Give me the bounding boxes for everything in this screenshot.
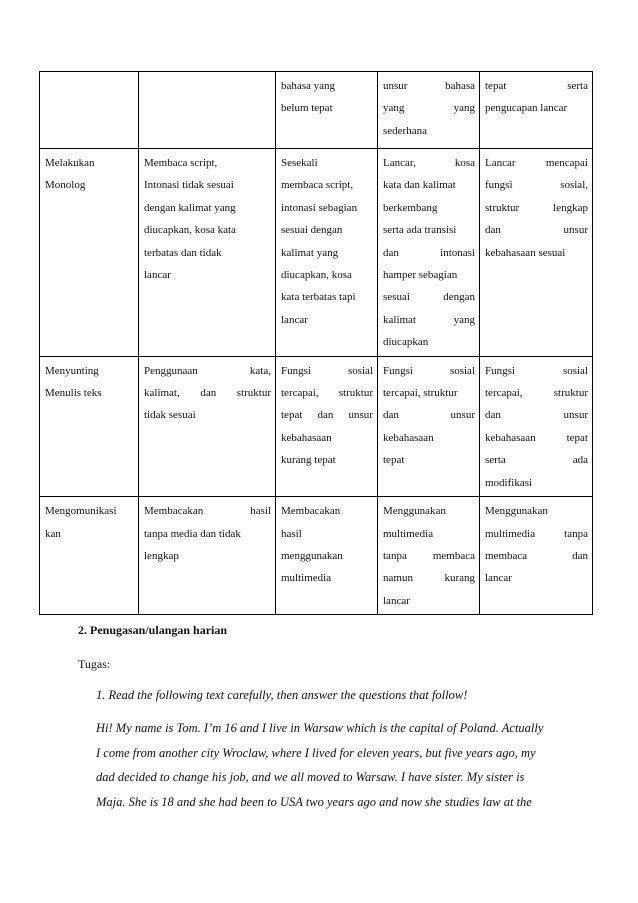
cell-text: membaca script,: [281, 179, 354, 192]
cell-text: diucapkan, kosa: [281, 269, 352, 282]
cell-line: [144, 197, 271, 219]
rubric-cell: [480, 149, 593, 357]
cell-line: [485, 523, 588, 545]
cell-text: sosial: [449, 364, 475, 377]
cell-line: [485, 427, 588, 449]
cell-line: [383, 309, 475, 331]
cell-text: sederhana: [383, 124, 427, 137]
rubric-cell: [378, 72, 480, 149]
rubric-cell: [378, 497, 480, 615]
cell-text: fungsi: [485, 179, 513, 192]
cell-text: sosial: [562, 364, 588, 377]
cell-line: [281, 152, 373, 174]
cell-text: diucapkan, kosa kata: [144, 224, 236, 237]
cell-text: Sesekali: [281, 157, 318, 169]
cell-text: serta: [485, 454, 506, 467]
cell-line: [281, 567, 373, 589]
cell-text: kalimat: [383, 313, 416, 326]
cell-text: tanpa: [564, 527, 588, 540]
cell-text: lancar: [485, 572, 512, 585]
cell-text: struktur: [553, 387, 588, 400]
cell-text: yang: [453, 313, 475, 326]
cell-text: struktur: [236, 387, 271, 400]
cell-line: [281, 242, 373, 264]
cell-line: [144, 174, 271, 196]
passage-line: Hi! My name is Tom. I’m 16 and I live in Warsaw which is the capital of Poland. Actually: [96, 721, 544, 735]
cell-text: tanpa media dan tidak: [144, 527, 241, 540]
cell-text: Melakukan: [45, 157, 95, 169]
cell-text: membaca: [485, 549, 528, 562]
cell-line: [281, 197, 373, 219]
cell-line: [281, 75, 373, 97]
reading-instruction: 1. Read the following text carefully, then answer the questions that follow!: [96, 688, 468, 702]
cell-line: [383, 242, 475, 264]
cell-text: unsur: [348, 409, 373, 422]
rubric-cell: [276, 356, 378, 496]
cell-line: [383, 219, 475, 241]
rubric-cell: [276, 497, 378, 615]
cell-line: [281, 449, 373, 471]
cell-line: [485, 152, 588, 174]
cell-line: [144, 242, 271, 264]
cell-text: kurang tepat: [281, 454, 336, 467]
cell-text: lancar: [144, 269, 171, 282]
cell-line: [281, 97, 373, 119]
cell-line: [144, 152, 271, 174]
rubric-cell: [139, 149, 276, 357]
cell-line: [485, 472, 588, 494]
cell-line: [144, 382, 271, 404]
cell-line: [485, 242, 588, 264]
cell-line: [485, 500, 588, 522]
cell-line: [383, 523, 475, 545]
cell-text: dan: [485, 224, 501, 237]
cell-text: lancar: [281, 313, 308, 326]
cell-line: [383, 404, 475, 426]
cell-line: [485, 97, 588, 119]
cell-text: struktur: [338, 387, 373, 400]
cell-text: intonasi: [440, 246, 475, 259]
cell-line: [383, 500, 475, 522]
rubric-cell: [40, 72, 139, 149]
cell-text: kan: [45, 527, 61, 540]
cell-text: hasil: [250, 505, 271, 518]
cell-text: serta: [567, 80, 588, 92]
cell-text: dan: [383, 246, 399, 259]
cell-text: dan: [317, 409, 334, 422]
cell-line: [45, 360, 134, 382]
cell-line: [485, 174, 588, 196]
cell-line: [281, 219, 373, 241]
cell-text: multimedia: [281, 572, 332, 585]
cell-text: Menggunakan: [383, 505, 446, 518]
cell-text: modifikasi: [485, 476, 533, 489]
cell-line: [383, 545, 475, 567]
cell-text: diucapkan: [383, 336, 429, 349]
cell-line: [383, 75, 475, 97]
cell-line: [45, 174, 134, 196]
rubric-cell: [480, 356, 593, 496]
cell-line: [144, 360, 271, 382]
cell-text: kalimat yang: [281, 246, 339, 259]
cell-text: hasil: [281, 527, 302, 540]
cell-text: sosial,: [560, 179, 588, 192]
cell-text: dan: [485, 409, 501, 422]
cell-line: [281, 309, 373, 331]
cell-line: [144, 523, 271, 545]
cell-text: kebahasaan sesuai: [485, 246, 566, 259]
cell-text: tepat: [383, 454, 405, 467]
cell-text: Fungsi: [485, 364, 515, 377]
cell-text: unsur: [563, 409, 588, 422]
cell-text: tercapai,: [281, 387, 319, 400]
cell-text: terbatas dan tidak: [144, 246, 222, 259]
rubric-row: [40, 72, 593, 149]
cell-text: dengan kalimat yang: [144, 201, 236, 214]
cell-text: sosial: [347, 364, 373, 377]
cell-line: [383, 382, 475, 404]
cell-line: [383, 286, 475, 308]
cell-line: [485, 382, 588, 404]
cell-line: [281, 382, 373, 404]
cell-text: serta ada transisi: [383, 224, 457, 237]
cell-line: [281, 500, 373, 522]
cell-text: kosa: [454, 157, 475, 169]
cell-line: [383, 197, 475, 219]
cell-text: Intonasi tidak sesuai: [144, 179, 234, 192]
cell-text: Menulis teks: [45, 387, 102, 400]
cell-text: membaca: [432, 549, 475, 562]
cell-line: [144, 219, 271, 241]
cell-text: lengkap: [553, 201, 588, 214]
cell-line: [485, 197, 588, 219]
cell-text: namun: [383, 572, 413, 585]
cell-text: mencapai: [545, 157, 588, 169]
cell-text: Membacakan: [144, 505, 204, 518]
rubric-cell: [139, 497, 276, 615]
cell-text: multimedia: [485, 527, 536, 540]
cell-line: [281, 523, 373, 545]
rubric-cell: [139, 72, 276, 149]
cell-text: Fungsi: [281, 364, 311, 377]
cell-line: [383, 331, 475, 353]
cell-text: menggunakan: [281, 549, 343, 562]
cell-line: [281, 174, 373, 196]
cell-line: [144, 545, 271, 567]
cell-text: tercapai,: [485, 387, 523, 400]
cell-text: kata terbatas tapi: [281, 291, 356, 304]
cell-line: [144, 404, 271, 426]
cell-text: intonasi sebagian: [281, 201, 358, 214]
cell-text: ada: [572, 454, 588, 467]
cell-text: unsur: [383, 80, 408, 92]
cell-text: dan: [383, 409, 399, 422]
cell-text: kebahasaan: [281, 431, 332, 444]
cell-text: kata dan kalimat: [383, 179, 456, 192]
passage-line: Maja. She is 18 and she had been to USA two years ago and now she studies law at the: [96, 794, 532, 809]
cell-text: sesuai: [383, 291, 410, 304]
cell-text: Membaca script,: [144, 157, 218, 169]
cell-text: kalimat,: [144, 387, 180, 400]
cell-text: berkembang: [383, 201, 438, 214]
cell-line: [281, 545, 373, 567]
cell-text: Lancar,: [383, 157, 416, 169]
cell-text: struktur: [485, 201, 520, 214]
cell-text: Mengomunikasi: [45, 505, 117, 518]
cell-text: Monolog: [45, 179, 86, 192]
cell-line: [281, 427, 373, 449]
rubric-cell: [480, 72, 593, 149]
cell-text: Menyunting: [45, 364, 99, 377]
cell-text: dengan: [443, 291, 475, 304]
cell-text: tanpa: [383, 549, 407, 562]
cell-line: [383, 97, 475, 119]
rubric-row: [40, 149, 593, 357]
cell-text: multimedia: [383, 527, 434, 540]
assessment-rubric-table: [39, 71, 593, 615]
passage-line: dad decided to change his job, and we all moved to Warsaw. I have sister. My sister is: [96, 770, 525, 784]
rubric-cell: [40, 497, 139, 615]
cell-line: [45, 382, 134, 404]
cell-line: [45, 152, 134, 174]
rubric-cell: [139, 356, 276, 496]
cell-text: hamper sebagian: [383, 269, 458, 282]
cell-text: kurang: [444, 572, 475, 585]
cell-line: [485, 219, 588, 241]
cell-line: [383, 120, 475, 142]
rubric-cell: [276, 149, 378, 357]
cell-line: [281, 404, 373, 426]
cell-line: [383, 152, 475, 174]
task-label: Tugas:: [78, 657, 111, 671]
cell-text: lengkap: [144, 549, 179, 562]
rubric-cell: [40, 356, 139, 496]
rubric-cell: [378, 356, 480, 496]
cell-text: tepat: [281, 409, 303, 422]
cell-line: [485, 449, 588, 471]
cell-line: [485, 545, 588, 567]
rubric-row: [40, 497, 593, 615]
cell-line: [383, 590, 475, 612]
cell-text: bahasa: [445, 80, 475, 92]
cell-line: [383, 174, 475, 196]
cell-text: lancar: [383, 594, 410, 607]
cell-line: [485, 75, 588, 97]
rubric-cell: [40, 149, 139, 357]
cell-line: [45, 523, 134, 545]
cell-text: tercapai, struktur: [383, 387, 458, 400]
cell-line: [485, 360, 588, 382]
cell-line: [383, 427, 475, 449]
cell-line: [383, 449, 475, 471]
cell-text: dan: [200, 387, 217, 400]
cell-text: dan: [572, 549, 588, 562]
cell-text: sesuai dengan: [281, 224, 343, 237]
cell-line: [144, 500, 271, 522]
cell-text: Fungsi: [383, 364, 413, 377]
cell-line: [281, 286, 373, 308]
rubric-cell: [378, 149, 480, 357]
cell-text: tepat: [485, 80, 507, 92]
rubric-cell: [480, 497, 593, 615]
reading-passage: [96, 716, 576, 814]
cell-text: tidak sesuai: [144, 409, 196, 422]
passage-line: I come from another city Wroclaw, where I lived for eleven years, but five years ago, my: [96, 745, 536, 760]
cell-text: unsur: [563, 224, 588, 237]
cell-text: belum tepat: [281, 102, 333, 115]
cell-text: Lancar: [485, 157, 516, 169]
cell-text: tepat: [566, 431, 588, 444]
rubric-table-body: [40, 72, 593, 615]
cell-text: Membacakan: [281, 505, 341, 518]
cell-text: unsur: [450, 409, 475, 422]
cell-line: [281, 264, 373, 286]
rubric-cell: [276, 72, 378, 149]
rubric-row: [40, 356, 593, 496]
cell-text: Menggunakan: [485, 505, 548, 518]
cell-line: [485, 567, 588, 589]
cell-line: [144, 264, 271, 286]
section-heading: 2. Penugasan/ulangan harian: [78, 623, 228, 637]
cell-line: [485, 404, 588, 426]
cell-line: [383, 567, 475, 589]
cell-text: kebahasaan: [383, 431, 434, 444]
cell-line: [45, 500, 134, 522]
cell-text: kebahasaan: [485, 431, 536, 444]
cell-text: bahasa yang: [281, 80, 336, 92]
cell-text: pengucapan lancar: [485, 102, 568, 115]
cell-line: [383, 264, 475, 286]
cell-line: [383, 360, 475, 382]
cell-line: [281, 360, 373, 382]
cell-text: Penggunaan: [144, 364, 198, 377]
cell-text: kata,: [249, 364, 271, 377]
cell-text: yang: [383, 102, 405, 115]
cell-text: yang: [453, 102, 475, 115]
